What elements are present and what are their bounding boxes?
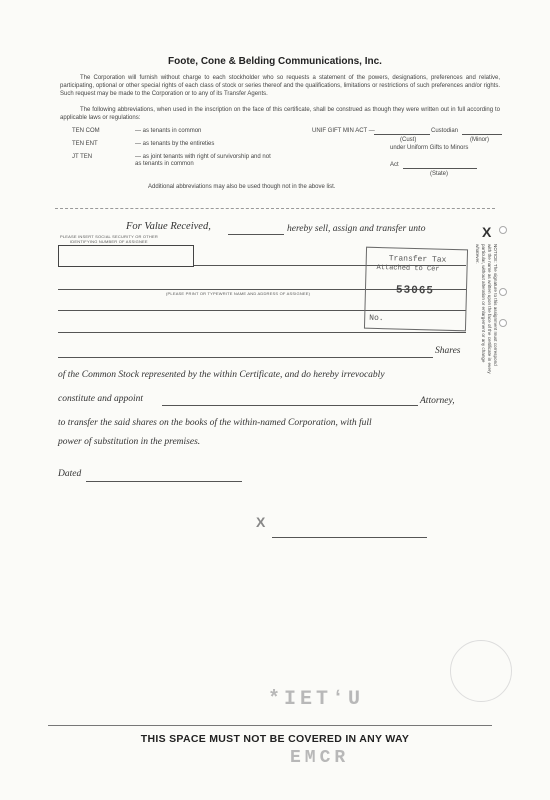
hereby-assign-text: hereby sell, assign and transfer unto: [287, 224, 426, 234]
dated-label: Dated: [58, 469, 82, 479]
attorney-line[interactable]: [162, 405, 418, 406]
substitution-text: power of substitution in the premises.: [58, 437, 201, 447]
custodian-label: Custodian: [431, 128, 459, 134]
cust-label: (Cust): [400, 137, 417, 143]
perforation-bottom: EMCR: [290, 748, 350, 768]
faint-seal: [450, 640, 512, 702]
abbr-meaning-ten-com: — as tenants in common: [135, 128, 202, 134]
assignee-print-label: (PLEASE PRINT OR TYPEWRITE NAME AND ADDRESS OF ASSIGNEE): [166, 291, 311, 296]
company-title: Foote, Cone & Belding Communications, Inc.: [168, 56, 382, 67]
bottom-rule: [48, 725, 492, 726]
punch-hole-3: [499, 319, 507, 327]
abbr-code-ten-com: TEN COM: [72, 128, 100, 134]
additional-abbreviations-note: Additional abbreviations may also be used though not in the above list.: [148, 184, 336, 190]
under-ugma-label: under Uniform Gifts to Minors: [390, 145, 469, 151]
minor-line: [462, 134, 502, 135]
perforation-top: *IETʻU: [268, 688, 365, 711]
do-not-cover-notice: THIS SPACE MUST NOT BE COVERED IN ANY WAY: [140, 733, 410, 745]
shares-label: Shares: [435, 346, 461, 356]
common-stock-text: of the Common Stock represented by the within Certificate, and do hereby irrevocably: [58, 370, 385, 380]
abbr-meaning-ten-ent: — as tenants by the entireties: [135, 141, 215, 147]
ssn-label-1: PLEASE INSERT SOCIAL SECURITY OR OTHER: [60, 234, 158, 239]
punch-hole-2: [499, 288, 507, 296]
ssn-input-box[interactable]: [58, 245, 194, 267]
abbreviations-intro: The following abbreviations, when used in the inscription on the face of this certificate, shall be construed as though they were written out in full according to applicable laws or regulations:: [60, 107, 500, 121]
transfer-tax-stamp: [364, 247, 468, 332]
signature-notice-text: NOTICE: The signature to this assignment must correspond with the name as written upon the face of the certificate in every particular, without alteration or enlargement or any change whatever.: [475, 244, 498, 374]
for-value-line[interactable]: [228, 234, 284, 235]
abbr-code-jt-ten: JT TEN: [72, 154, 93, 160]
unif-gift-label: UNIF GIFT MIN ACT —: [312, 128, 375, 134]
abbr-meaning-jt-ten: — as joint tenants with right of survivorship and not as tenants in common: [135, 154, 271, 167]
signature-x-mark: X: [256, 514, 266, 530]
rights-paragraph: The Corporation will furnish without charge to each stockholder who so requests a statement of the powers, designations, preferences and relative, participating, optional or other special rights of each class of stock or series thereof and the qualifications, limitations or restrictions of such preferences and/or rights. Such request may be made to the Corporation or to any of its Transfer Agents.: [60, 75, 500, 97]
notice-x-mark: X: [482, 224, 492, 240]
punch-hole-1: [499, 226, 507, 234]
stamp-number: 53065: [395, 284, 435, 298]
signature-line[interactable]: [272, 537, 427, 538]
notice-box: [475, 244, 498, 374]
abbr-code-ten-ent: TEN ENT: [72, 141, 98, 147]
assignee-line-4[interactable]: [58, 332, 466, 333]
stamp-no-label: No.: [369, 313, 384, 324]
constitute-appoint-text: constitute and appoint: [58, 394, 143, 404]
act-line: [403, 168, 477, 169]
shares-line[interactable]: [58, 357, 433, 358]
for-value-received-text: For Value Received,: [126, 221, 211, 232]
state-label: (State): [430, 171, 449, 177]
ssn-label-2: IDENTIFYING NUMBER OF ASSIGNEE: [70, 239, 148, 244]
minor-label: (Minor): [470, 137, 489, 143]
transfer-text: to transfer the said shares on the books of the within-named Corporation, with full: [58, 418, 372, 428]
attorney-label: Attorney,: [420, 396, 455, 406]
stamp-line-1: Transfer Tax: [388, 254, 447, 265]
act-label: Act: [390, 162, 399, 168]
dated-line[interactable]: [86, 481, 242, 482]
custodian-line: [374, 134, 430, 135]
stamp-line-2: Attached to Cer: [376, 263, 440, 274]
section-divider: [55, 208, 495, 209]
